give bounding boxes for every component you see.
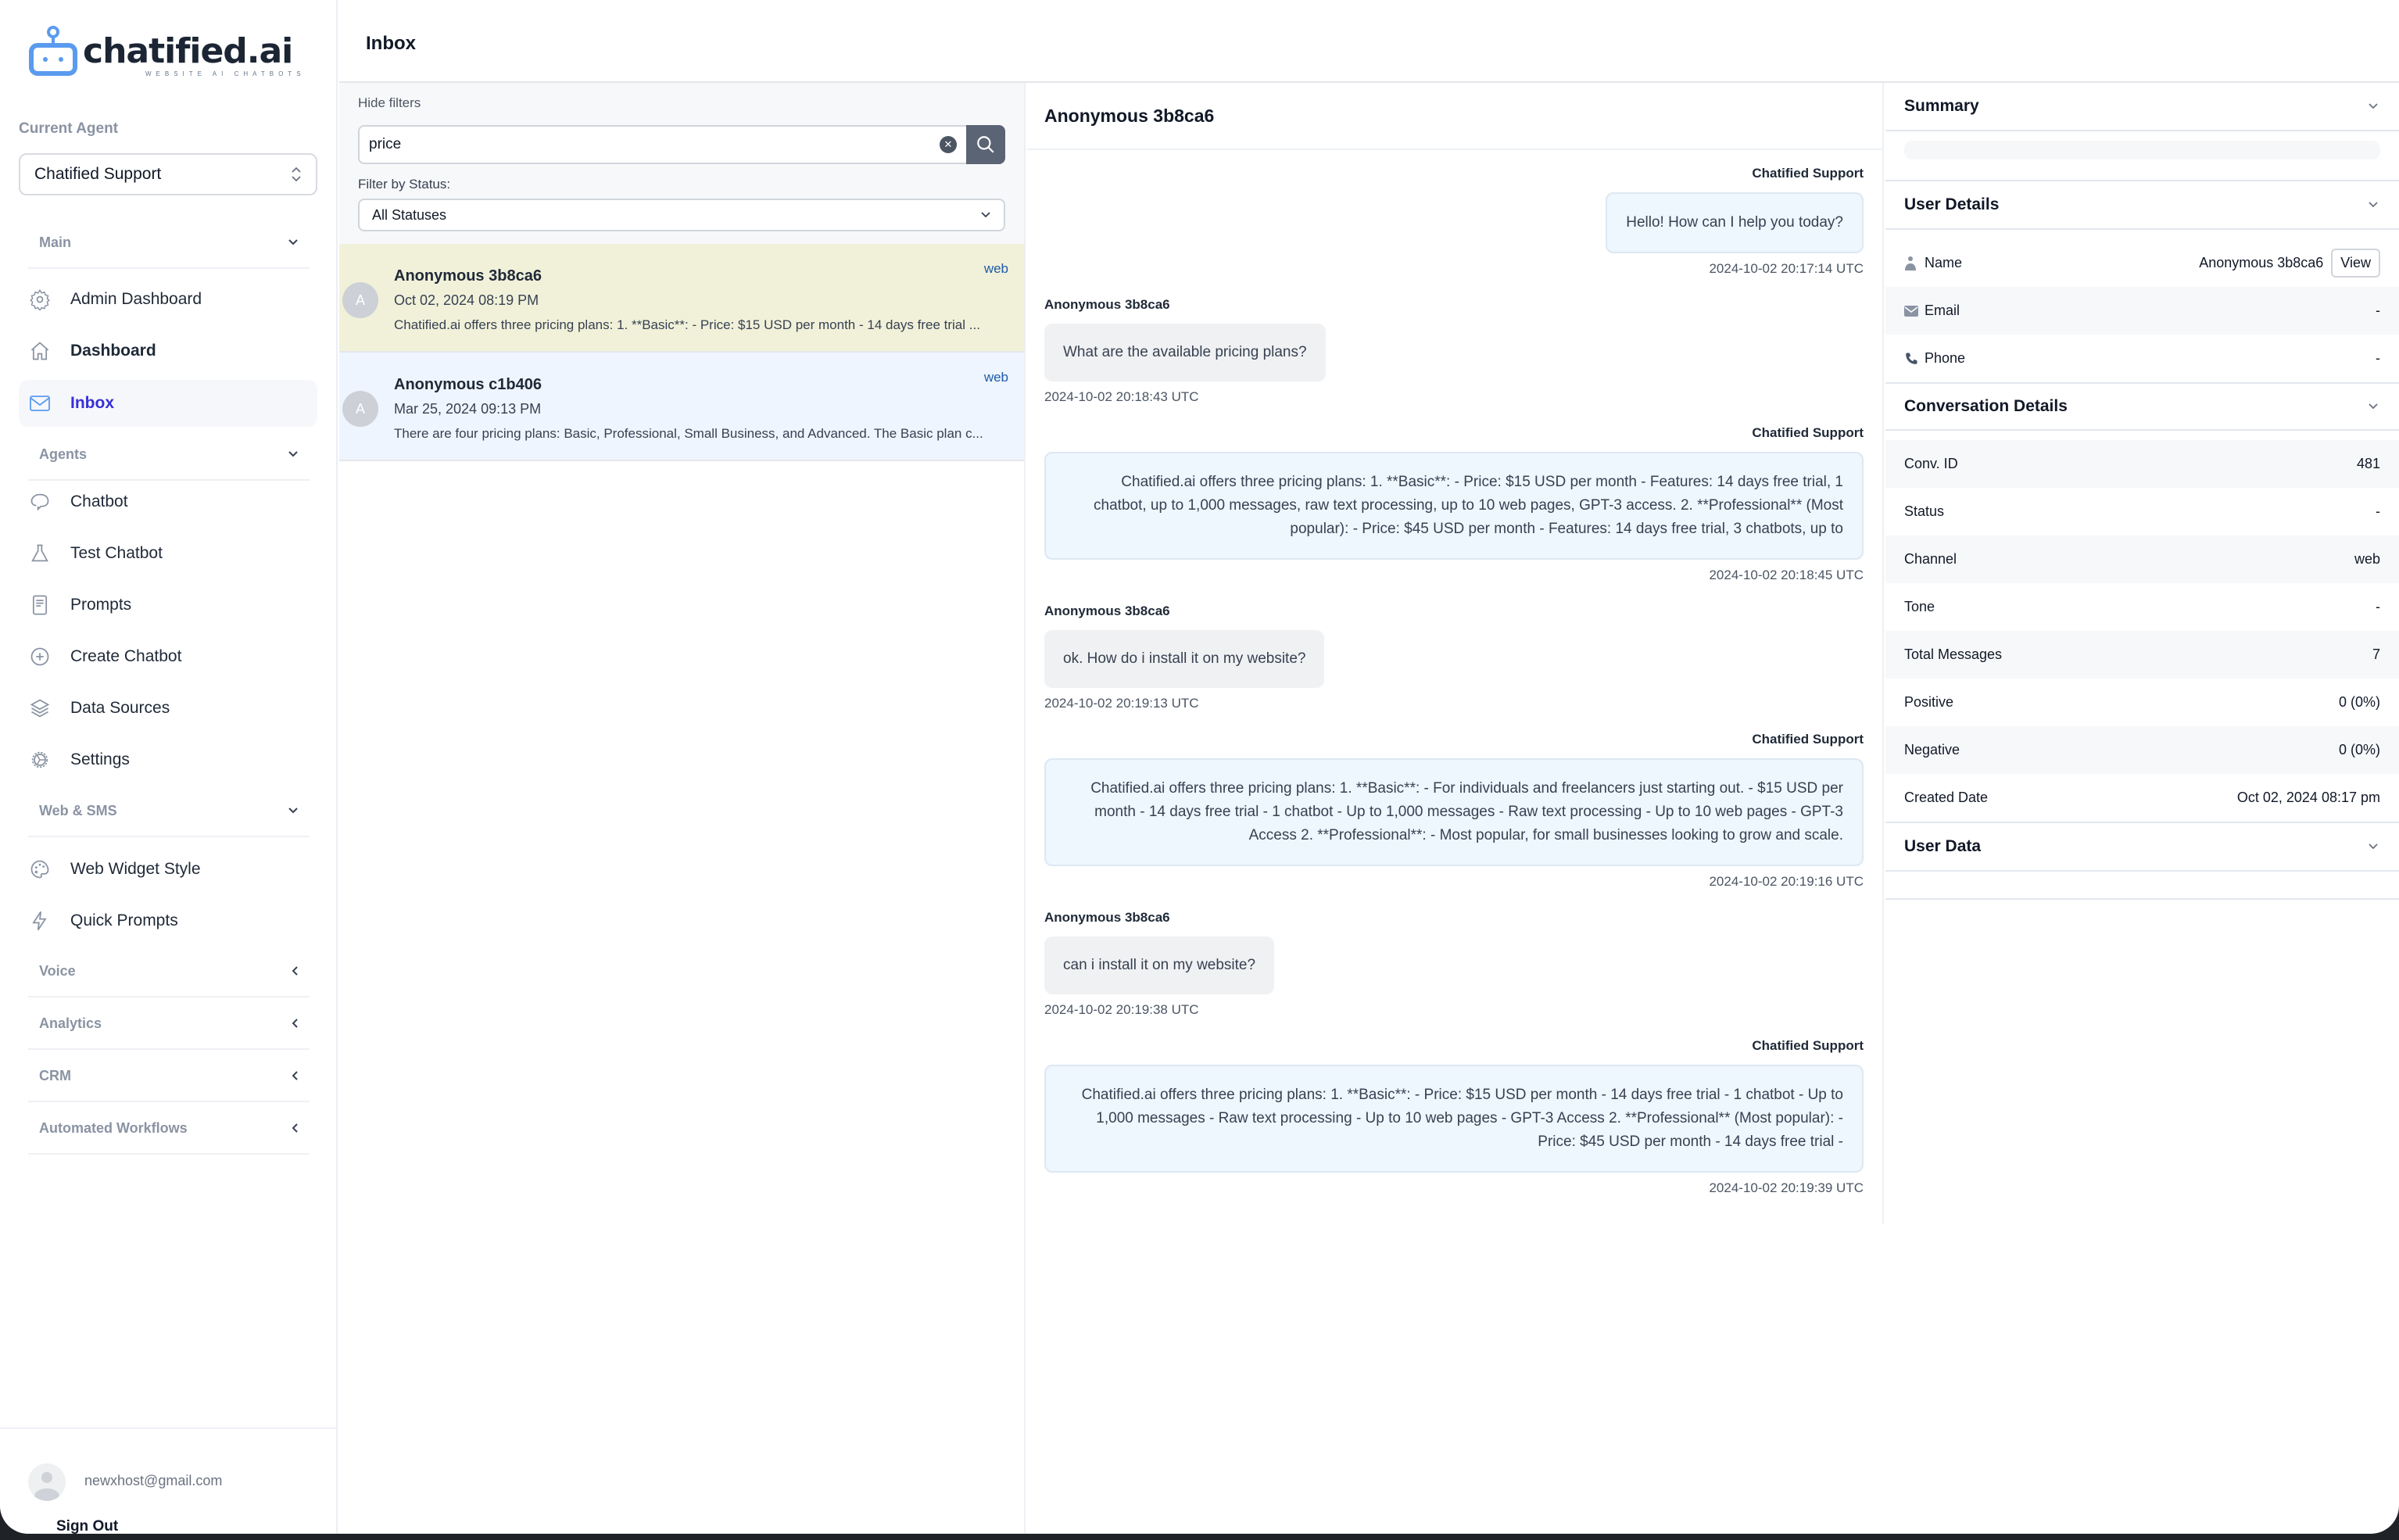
detail-label: Phone xyxy=(1925,350,1966,366)
page-header xyxy=(339,0,2399,83)
nav-section-web-sms[interactable] xyxy=(28,786,310,837)
chevron-left-icon xyxy=(291,1018,299,1029)
conv-detail-row xyxy=(1885,631,2399,679)
chevron-down-icon xyxy=(2368,102,2379,110)
brand-logo[interactable] xyxy=(28,20,306,83)
chevron-down-icon xyxy=(2368,843,2379,851)
chat-bubbles-icon xyxy=(28,490,52,514)
clear-search-icon[interactable]: ✕ xyxy=(940,136,957,153)
user-profile xyxy=(0,1427,338,1534)
conv-detail-row xyxy=(1885,535,2399,583)
user-details-accordion-header[interactable] xyxy=(1885,181,2399,230)
view-user-button[interactable]: View xyxy=(2331,249,2380,278)
detail-value: 0 (0%) xyxy=(2338,742,2380,757)
envelope-icon xyxy=(1904,306,1918,317)
conv-detail-row xyxy=(1885,679,2399,726)
message-bubble: can i install it on my website? xyxy=(1044,937,1274,994)
message-bubble: Hello! How can I help you today? xyxy=(1606,192,1864,253)
sidebar-item-inbox[interactable] xyxy=(19,380,317,427)
detail-value: 0 (0%) xyxy=(2338,694,2380,710)
message-sender: Chatified Support xyxy=(1752,166,1864,181)
sidebar-item-label: Create Chatbot xyxy=(70,647,182,665)
detail-label: Channel xyxy=(1904,551,1957,567)
brand-name: chatified.ai xyxy=(83,31,293,71)
message-bubble: Chatified.ai offers three pricing plans: 1. **Basic**: - For individuals and freelancers just starting out. - $15 USD per month - 14 days free trial - 1 chatbot - Up to 1,000 messages - Raw text processing - Up to 10 web pages - GPT-3 Access 2. **Professional**: - Most popular, for small businesses looking to grow and scale. xyxy=(1044,758,1864,866)
detail-value: - xyxy=(2376,503,2380,519)
sidebar-item-data-sources[interactable] xyxy=(19,685,317,732)
home-icon xyxy=(28,339,52,363)
detail-label: Conv. ID xyxy=(1904,456,1958,471)
conversation-item[interactable] xyxy=(339,244,1024,353)
message-bubble: ok. How do i install it on my website? xyxy=(1044,630,1324,688)
chevron-down-icon xyxy=(288,807,299,815)
message-sender: Chatified Support xyxy=(1752,425,1864,440)
conversation-avatar: A xyxy=(342,391,378,427)
user-email: newxhost@gmail.com xyxy=(84,1473,223,1488)
brand-tagline: WEBSITE AI CHATBOTS xyxy=(145,70,306,77)
detail-value: Anonymous 3b8ca6 xyxy=(2199,255,2324,270)
page-title: Inbox xyxy=(366,33,416,54)
sidebar-item-label: Web Widget Style xyxy=(70,860,201,878)
detail-label: Tone xyxy=(1904,599,1935,614)
detail-value: Oct 02, 2024 08:17 pm xyxy=(2236,790,2380,805)
nav-section-voice[interactable] xyxy=(28,946,310,997)
summary-accordion-header[interactable] xyxy=(1885,83,2399,131)
chevron-left-icon xyxy=(291,1123,299,1134)
sidebar-item-chatbot[interactable] xyxy=(19,478,317,525)
nav-section-label: CRM xyxy=(39,1067,71,1083)
detail-label: Positive xyxy=(1904,694,1954,710)
conversation-date: Oct 02, 2024 08:19 PM xyxy=(394,292,539,308)
robot-logo-icon xyxy=(28,26,78,77)
user-icon xyxy=(1904,256,1918,271)
sidebar-item-label: Quick Prompts xyxy=(70,911,178,929)
conversation-name: Anonymous 3b8ca6 xyxy=(394,267,542,285)
details-panel xyxy=(1885,83,2399,1534)
nav-section-agents[interactable] xyxy=(28,429,310,481)
layers-icon xyxy=(28,697,52,720)
nav-section-label: Web & SMS xyxy=(39,802,117,818)
message-sender: Anonymous 3b8ca6 xyxy=(1044,297,1170,312)
conversation-preview: Chatified.ai offers three pricing plans: 1. **Basic**: - Price: $15 USD per month - 14 days free trial ... xyxy=(394,317,980,332)
sidebar-item-admin-dashboard[interactable] xyxy=(19,276,317,323)
search-icon xyxy=(976,134,996,155)
mail-icon xyxy=(28,392,52,415)
conversation-item[interactable] xyxy=(339,353,1024,461)
conv-detail-row xyxy=(1885,583,2399,631)
status-filter-label: Filter by Status: xyxy=(358,177,451,192)
user-details-body xyxy=(1885,230,2399,382)
agent-select-value: Chatified Support xyxy=(34,165,162,183)
conversation-details-body xyxy=(1885,431,2399,823)
nav-section-label: Agents xyxy=(39,446,88,462)
sidebar-item-label: Dashboard xyxy=(70,342,156,360)
palette-icon xyxy=(28,858,52,881)
summary-placeholder xyxy=(1904,141,2380,159)
nav-section-label: Main xyxy=(39,234,72,250)
status-filter-value: All Statuses xyxy=(372,206,447,223)
user-data-accordion-header[interactable] xyxy=(1885,823,2399,872)
message-timestamp: 2024-10-02 20:19:39 UTC xyxy=(1709,1180,1864,1195)
nav-section-crm[interactable] xyxy=(28,1051,310,1102)
message-timestamp: 2024-10-02 20:18:45 UTC xyxy=(1709,568,1864,582)
detail-label: Negative xyxy=(1904,742,1960,757)
chevron-down-icon xyxy=(288,450,299,458)
conversation-channel-badge: web xyxy=(983,261,1008,276)
chevron-down-icon xyxy=(288,238,299,246)
summary-content xyxy=(1885,131,2399,181)
user-data-body xyxy=(1885,872,2399,900)
search-button[interactable] xyxy=(966,125,1005,164)
conv-detail-row xyxy=(1885,440,2399,488)
detail-value: - xyxy=(2376,303,2380,318)
sidebar-item-web-widget-style[interactable] xyxy=(19,846,317,893)
document-icon xyxy=(28,593,52,617)
sidebar-item-settings[interactable] xyxy=(19,736,317,783)
sidebar-item-test-chatbot[interactable] xyxy=(19,530,317,577)
conversation-channel-badge: web xyxy=(983,370,1008,385)
nav-section-label: Analytics xyxy=(39,1015,102,1031)
detail-label: Email xyxy=(1925,303,1960,318)
message-user xyxy=(1044,297,1864,405)
summary-title: Summary xyxy=(1904,97,1979,115)
cog-icon xyxy=(28,748,52,772)
user-data-title: User Data xyxy=(1904,837,1982,855)
user-avatar-icon xyxy=(28,1463,66,1501)
nav-section-automated-workflows[interactable] xyxy=(28,1103,310,1155)
message-timestamp: 2024-10-02 20:19:38 UTC xyxy=(1044,1002,1199,1017)
current-agent-label: Current Agent xyxy=(19,120,119,137)
search-bar xyxy=(358,125,1005,164)
conversation-list-panel xyxy=(339,83,1026,1534)
conv-detail-row xyxy=(1885,774,2399,822)
message-bot xyxy=(1044,425,1864,583)
sidebar-item-label: Prompts xyxy=(70,596,132,614)
chevron-down-icon xyxy=(2368,201,2379,209)
agent-select[interactable] xyxy=(19,153,317,195)
sidebar xyxy=(0,0,338,1534)
message-bot xyxy=(1044,166,1864,277)
conversation-name: Anonymous c1b406 xyxy=(394,376,542,393)
detail-value: web xyxy=(2354,551,2380,567)
sidebar-item-label: Data Sources xyxy=(70,699,170,717)
message-timestamp: 2024-10-02 20:17:14 UTC xyxy=(1709,261,1864,276)
message-thread[interactable] xyxy=(1027,150,1882,1196)
nav-section-analytics[interactable] xyxy=(28,998,310,1050)
sidebar-item-prompts[interactable] xyxy=(19,582,317,629)
chevron-up-down-icon xyxy=(291,165,302,184)
conversation-details-title: Conversation Details xyxy=(1904,397,2068,415)
detail-label: Name xyxy=(1925,255,1963,270)
message-user xyxy=(1044,910,1864,1018)
message-sender: Anonymous 3b8ca6 xyxy=(1044,910,1170,925)
message-bubble: What are the available pricing plans? xyxy=(1044,324,1326,381)
bolt-icon xyxy=(28,909,52,933)
conversation-date: Mar 25, 2024 09:13 PM xyxy=(394,401,542,417)
filters-panel xyxy=(339,83,1024,244)
sidebar-item-label: Chatbot xyxy=(70,492,128,510)
conversation-preview: There are four pricing plans: Basic, Professional, Small Business, and Advanced. The Basic plan c... xyxy=(394,426,983,441)
status-filter-select[interactable] xyxy=(358,199,1005,231)
conv-detail-row xyxy=(1885,726,2399,774)
message-bot xyxy=(1044,1038,1864,1196)
sidebar-item-dashboard[interactable] xyxy=(19,328,317,374)
sidebar-item-label: Admin Dashboard xyxy=(70,290,202,308)
detail-value: 481 xyxy=(2356,456,2380,471)
chevron-down-icon xyxy=(980,211,991,219)
conv-detail-row xyxy=(1885,488,2399,535)
detail-label: Total Messages xyxy=(1904,646,2003,662)
conversation-details-accordion-header[interactable] xyxy=(1885,382,2399,431)
chat-panel xyxy=(1027,83,1884,1224)
user-details-title: User Details xyxy=(1904,195,2000,213)
chevron-down-icon xyxy=(2368,403,2379,410)
plus-circle-icon xyxy=(28,645,52,668)
sidebar-item-label: Inbox xyxy=(70,394,114,412)
flask-icon xyxy=(28,542,52,565)
nav-section-label: Voice xyxy=(39,962,76,979)
user-detail-row-name xyxy=(1885,239,2399,287)
avatar xyxy=(28,1463,66,1501)
phone-icon xyxy=(1904,352,1918,366)
sidebar-item-label: Settings xyxy=(70,750,130,768)
detail-value: 7 xyxy=(2372,646,2380,662)
message-user xyxy=(1044,603,1864,711)
message-sender: Chatified Support xyxy=(1752,732,1864,747)
chevron-left-icon xyxy=(291,965,299,976)
message-timestamp: 2024-10-02 20:19:13 UTC xyxy=(1044,696,1199,711)
sidebar-item-quick-prompts[interactable] xyxy=(19,897,317,944)
detail-label: Created Date xyxy=(1904,790,1989,805)
message-bubble: Chatified.ai offers three pricing plans: 1. **Basic**: - Price: $15 USD per month - 14 days free trial - 1 chatbot - Up to 1,000 messages - Raw text processing - Up to 10 web pages - GPT-3 Access 2. **Professional** (Most popular): - Price: $45 USD per month - 14 days free trial - xyxy=(1044,1065,1864,1173)
message-sender: Chatified Support xyxy=(1752,1038,1864,1053)
chat-title: Anonymous 3b8ca6 xyxy=(1027,83,1882,150)
detail-value: - xyxy=(2376,350,2380,366)
gear-icon xyxy=(28,288,52,311)
detail-value: - xyxy=(2376,599,2380,614)
hide-filters-link[interactable]: Hide filters xyxy=(358,95,421,110)
conversation-avatar: A xyxy=(342,282,378,318)
search-field-wrapper xyxy=(358,125,966,164)
message-bot xyxy=(1044,732,1864,890)
message-bubble: Chatified.ai offers three pricing plans: 1. **Basic**: - Price: $15 USD per month - Features: 14 days free trial, 1 chatbot, up to 1,000 messages, raw text processing, up to 10 web pages, GPT-3 access. 2. **Professional** (Most popular): - Price: $45 USD per month - Features: 14 days free trial, 3 chatbots, up to xyxy=(1044,452,1864,560)
message-timestamp: 2024-10-02 20:18:43 UTC xyxy=(1044,389,1199,404)
sign-out-button[interactable]: Sign Out xyxy=(56,1518,119,1534)
message-timestamp: 2024-10-02 20:19:16 UTC xyxy=(1709,874,1864,889)
sidebar-item-create-chatbot[interactable] xyxy=(19,633,317,680)
nav-section-main[interactable] xyxy=(28,217,310,269)
user-detail-row-email xyxy=(1885,287,2399,335)
nav-section-label: Automated Workflows xyxy=(39,1119,188,1136)
chevron-left-icon xyxy=(291,1070,299,1081)
search-input[interactable] xyxy=(369,136,940,153)
sidebar-item-label: Test Chatbot xyxy=(70,544,163,562)
detail-label: Status xyxy=(1904,503,1945,519)
user-detail-row-phone xyxy=(1885,335,2399,382)
message-sender: Anonymous 3b8ca6 xyxy=(1044,603,1170,618)
